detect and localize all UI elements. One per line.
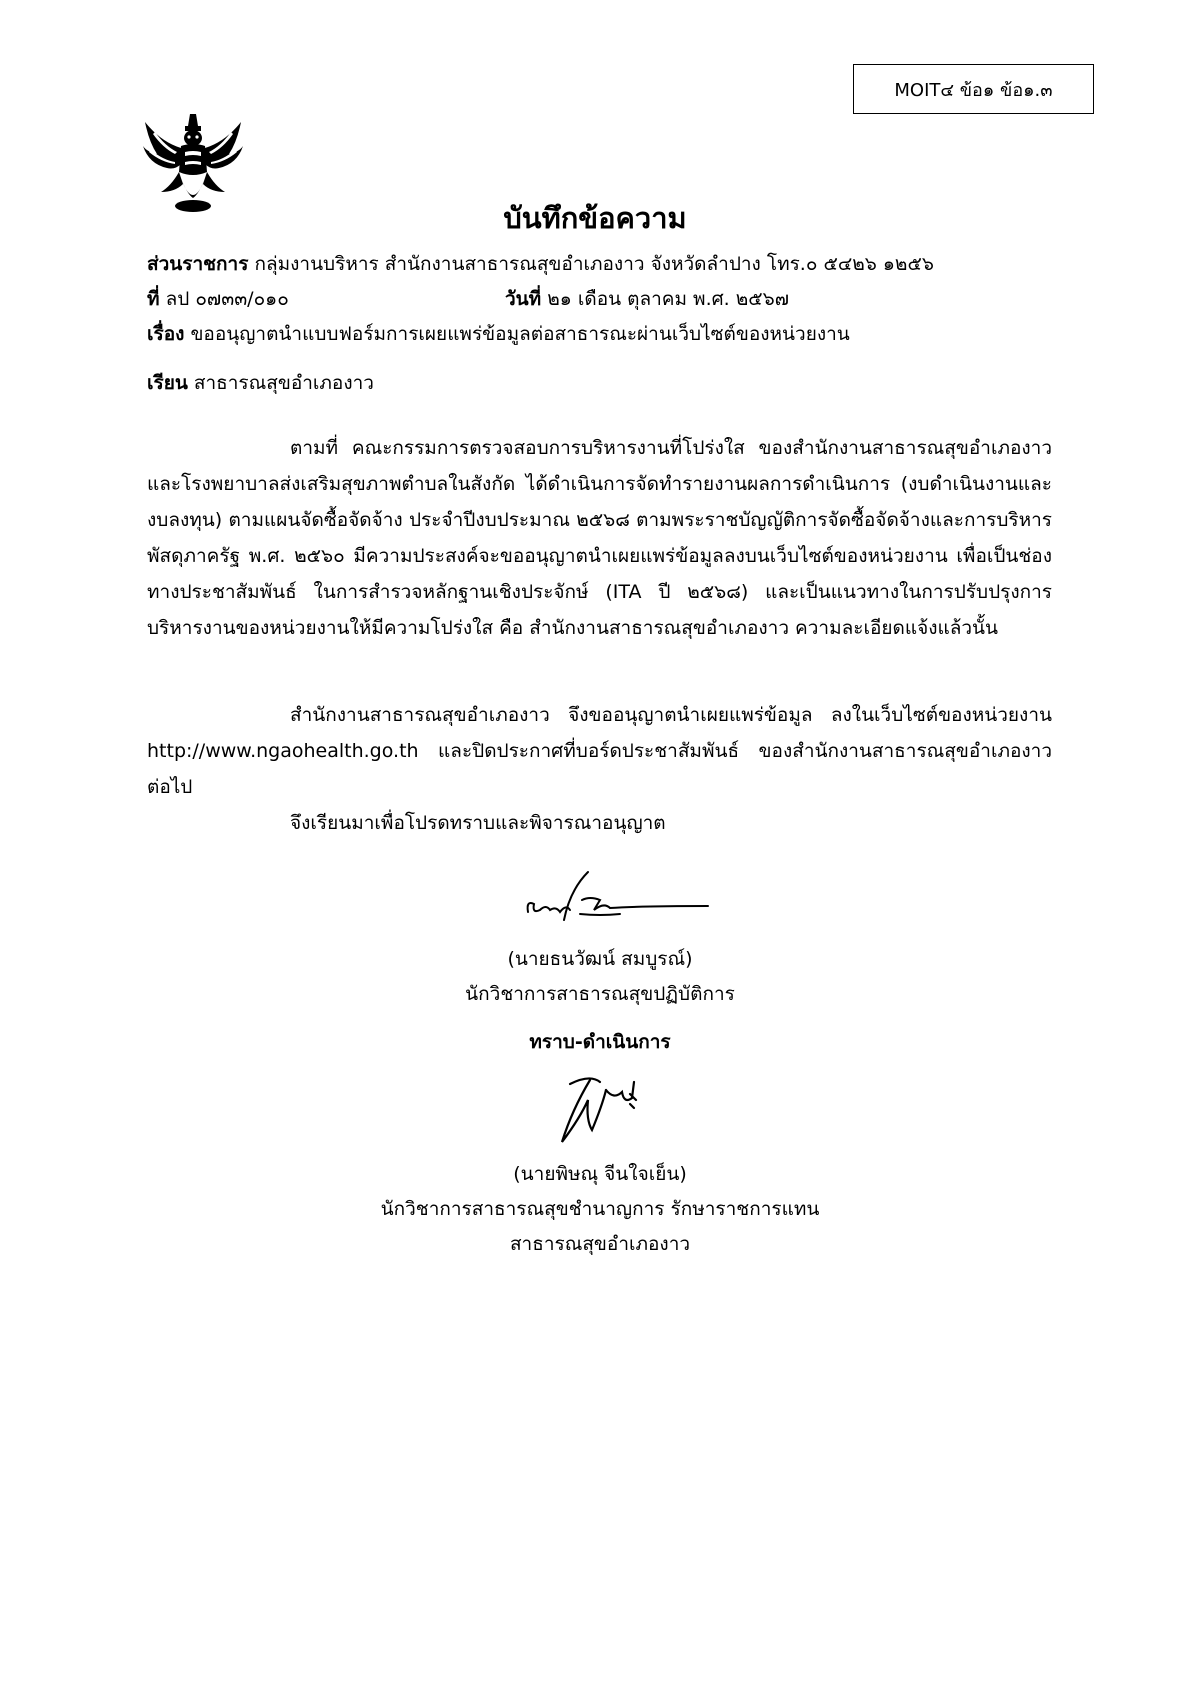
to-value: สาธารณสุขอำเภองาว <box>193 372 374 394</box>
ref-value: ลป ๐๗๓๓/๐๑๐ <box>165 288 289 310</box>
to-line <box>147 368 374 398</box>
date-value: ๒๑ เดือน ตุลาคม พ.ศ. ๒๕๖๗ <box>547 288 790 310</box>
subject-line <box>147 319 850 349</box>
signer-2-name: (นายพิษณุ จีนใจเย็น) <box>513 1163 687 1185</box>
signer-1-position: นักวิชาการสาธารณสุขปฏิบัติการ <box>465 983 735 1005</box>
signer-2-position-2: สาธารณสุขอำเภองาว <box>509 1233 691 1255</box>
body-paragraph-1: ตามที่ คณะกรรมการตรวจสอบการบริหารงานที่โปร่งใส ของสำนักงานสาธารณสุขอำเภองาวและโรงพยาบาลส่งเสริมสุขภาพตำบลในสังกัด ได้ดำเนินการจัดทำรายงานผลการดำเนินการ (งบดำเนินงานและ งบลงทุน) ตามแผนจัดซื้อจัดจ้าง ประจำปีงบประมาณ ๒๕๖๘ ตามพระราชบัญญัติการจัดซื้อจัดจ้างและการบริหารพัสดุภาครัฐ พ.ศ. ๒๕๖๐ มีความประสงค์จะขออนุญาตนำเผยแพร่ข้อมูลลงบนเว็บไซต์ของหน่วยงาน เพื่อเป็นช่องทางประชาสัมพันธ์ ในการสำรวจหลักฐานเชิงประจักษ์ (ITA ปี ๒๕๖๘) และเป็นแนวทางในการปรับปรุงการบริหารงานของหน่วยงานให้มีความโปร่งใส คือ สำนักงานสาธารณสุขอำเภองาว ความละเอียดแจ้งแล้วนั้น <box>147 437 1052 639</box>
ref-line <box>147 284 289 314</box>
agency-label: ส่วนราชการ <box>147 253 249 275</box>
subject-value: ขออนุญาตนำแบบฟอร์มการเผยแพร่ข้อมูลต่อสาธารณะผ่านเว็บไซต์ของหน่วยงาน <box>190 323 850 345</box>
reference-tag-box <box>853 64 1094 114</box>
agency-line <box>147 249 934 279</box>
signer-2-position: นักวิชาการสาธารณสุขชำนาญการ รักษาราชการแทน <box>380 1198 820 1220</box>
approval-note: ทราบ-ดำเนินการ <box>529 1031 671 1053</box>
signature-1 <box>520 870 720 930</box>
subject-label: เรื่อง <box>147 323 185 345</box>
date-line <box>505 284 789 314</box>
to-label: เรียน <box>147 372 188 394</box>
closing-line: จึงเรียนมาเพื่อโปรดทราบและพิจารณาอนุญาต <box>290 812 666 834</box>
agency-value: กลุ่มงานบริหาร สำนักงานสาธารณสุขอำเภองาว จังหวัดลำปาง โทร.๐ ๕๔๒๖ ๑๒๕๖ <box>254 253 934 275</box>
document-title: บันทึกข้อความ <box>503 201 687 235</box>
body-paragraph-2: สำนักงานสาธารณสุขอำเภองาว จึงขออนุญาตนำเผยแพร่ข้อมูล ลงในเว็บไซต์ของหน่วยงาน http://www.ngaohealth.go.th และปิดประกาศที่บอร์ดประชาสัมพันธ์ ของสำนักงานสาธารณสุขอำเภองาว ต่อไป <box>147 704 1052 798</box>
date-label: วันที่ <box>505 288 542 310</box>
ref-label: ที่ <box>147 288 160 310</box>
reference-tag: MOIT๔ ข้อ๑ ข้อ๑.๓ <box>894 79 1053 101</box>
signer-1-name: (นายธนวัฒน์ สมบูรณ์) <box>507 948 693 970</box>
signature-2 <box>550 1070 660 1150</box>
